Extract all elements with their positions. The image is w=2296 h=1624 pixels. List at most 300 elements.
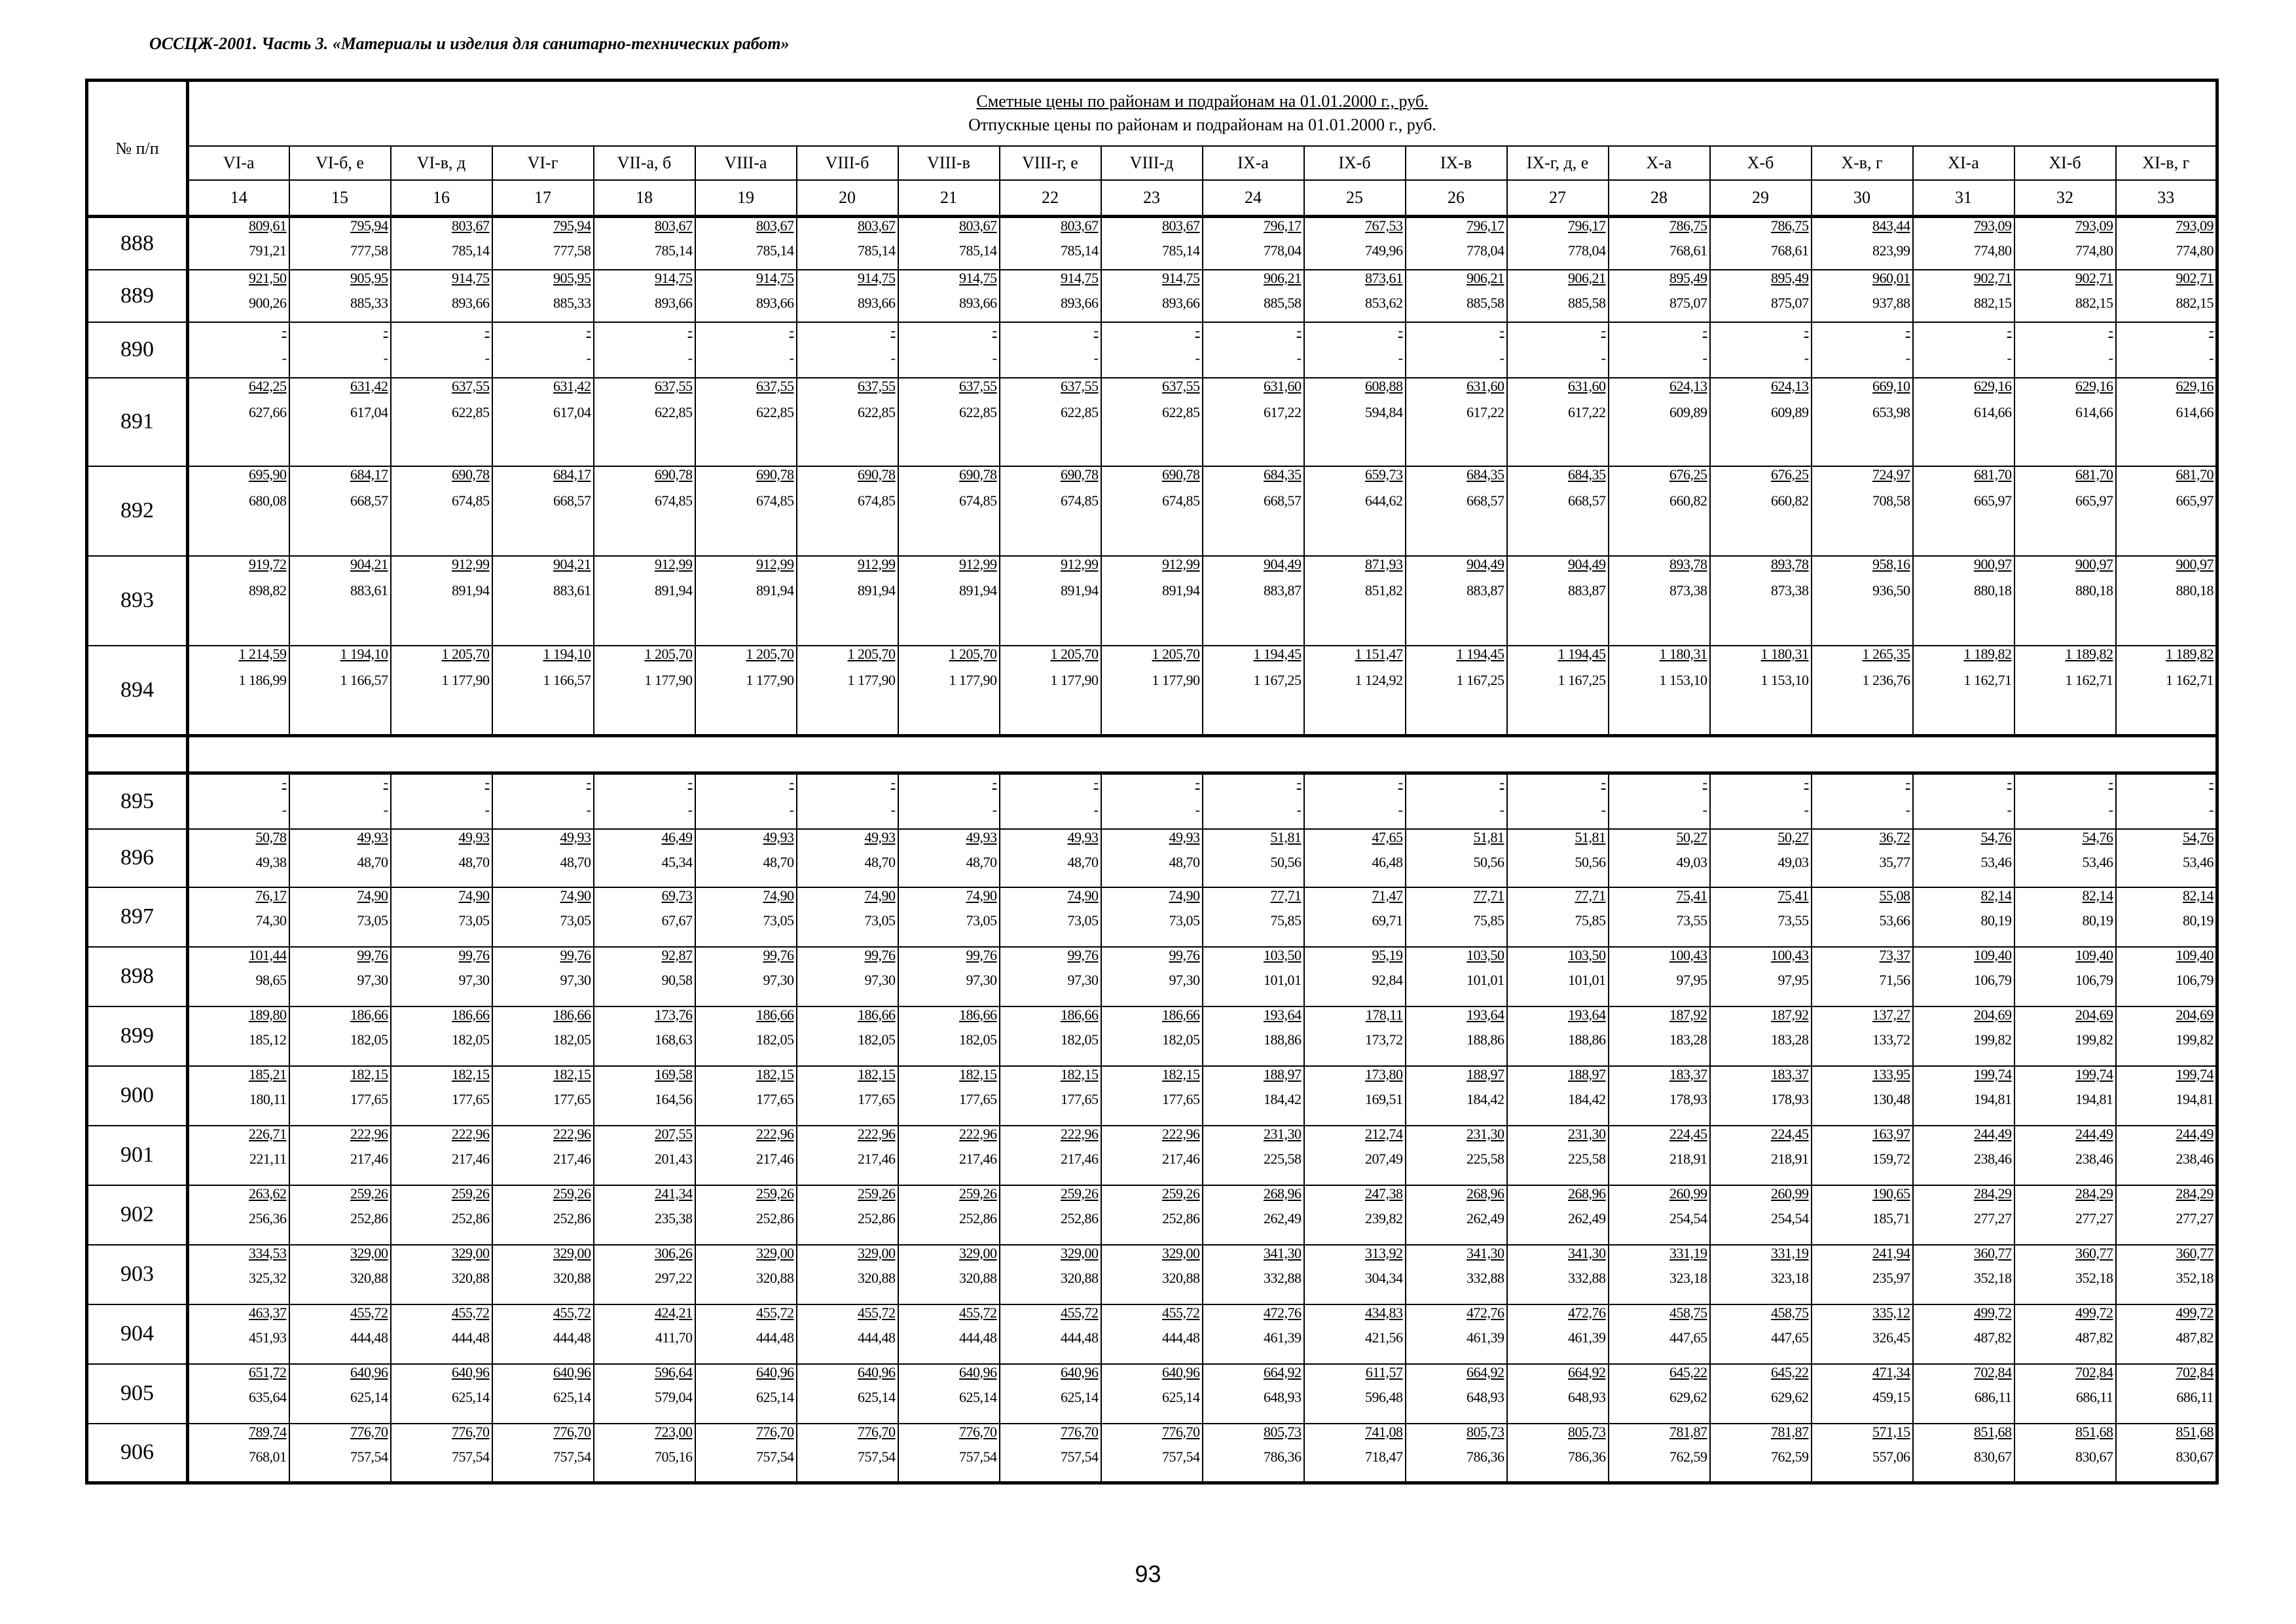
release-price: 785,14 — [959, 242, 997, 259]
release-price: 183,28 — [1771, 1031, 1809, 1048]
estimate-price: - — [282, 774, 287, 790]
price-cell — [797, 1066, 898, 1126]
table-row — [87, 322, 2217, 378]
release-price: 625,14 — [858, 1388, 896, 1405]
price-cell — [1000, 1424, 1101, 1483]
release-price: 757,54 — [959, 1448, 997, 1465]
region-header: IX-г, д, е — [1507, 146, 1609, 180]
release-price: 1 153,10 — [1760, 671, 1809, 688]
price-cell — [289, 1424, 391, 1483]
price-cell — [1203, 646, 1304, 736]
row-number: 905 — [87, 1364, 188, 1424]
estimate-price: 912,99 — [452, 555, 490, 572]
release-price: 106,79 — [2075, 971, 2113, 988]
estimate-price: 471,34 — [1872, 1363, 1910, 1380]
estimate-price: 284,29 — [2075, 1185, 2113, 1202]
estimate-price: 259,26 — [1162, 1185, 1200, 1202]
estimate-price: 690,78 — [959, 466, 997, 483]
release-price: 447,65 — [1771, 1329, 1809, 1346]
price-cell — [188, 1304, 289, 1364]
price-cell — [1000, 322, 1101, 378]
release-price: 173,72 — [1365, 1031, 1403, 1048]
region-header: IX-в — [1406, 146, 1507, 180]
release-price: - — [992, 349, 997, 366]
release-price: 617,22 — [1467, 403, 1504, 420]
estimate-price: 637,55 — [655, 377, 693, 394]
price-cell — [1406, 1424, 1507, 1483]
price-cell — [1913, 773, 2014, 829]
release-price: 891,94 — [756, 581, 794, 599]
release-price: 252,86 — [452, 1209, 490, 1227]
release-price: 49,03 — [1777, 853, 1809, 870]
estimate-price: 958,16 — [1872, 555, 1910, 572]
price-cell — [1000, 466, 1101, 556]
price-cell — [1203, 217, 1304, 270]
estimate-price: - — [1804, 774, 1809, 790]
release-price: 1 166,57 — [543, 671, 591, 688]
release-price: - — [890, 349, 896, 366]
release-price: 67,67 — [661, 912, 693, 929]
release-price: 900,26 — [249, 294, 287, 311]
release-price: 487,82 — [1974, 1329, 2012, 1346]
price-cell — [1913, 322, 2014, 378]
estimate-price: 1 205,70 — [644, 645, 693, 662]
estimate-price: 893,78 — [1771, 555, 1809, 572]
estimate-price: 329,00 — [553, 1244, 591, 1261]
header-row-codes — [87, 180, 2217, 217]
estimate-price: 1 205,70 — [1050, 645, 1099, 662]
release-price: 1 236,76 — [1862, 671, 1910, 688]
release-price: 217,46 — [858, 1150, 896, 1167]
price-cell — [1812, 270, 1913, 322]
release-price: 1 177,90 — [1050, 671, 1099, 688]
estimate-price: 71,47 — [1372, 887, 1403, 904]
region-header: VIII-в — [898, 146, 1000, 180]
region-header: XI-а — [1913, 146, 2014, 180]
estimate-price: 455,72 — [959, 1304, 997, 1321]
estimate-price: 241,94 — [1872, 1244, 1910, 1261]
estimate-price: 902,71 — [2075, 269, 2113, 286]
price-cell — [289, 217, 391, 270]
price-cell — [898, 947, 1000, 1006]
release-price: - — [383, 349, 388, 366]
estimate-price: 902,71 — [1974, 269, 2012, 286]
release-price: 199,82 — [1974, 1031, 2012, 1048]
release-price: 75,85 — [1473, 912, 1504, 929]
release-price: 252,86 — [756, 1209, 794, 1227]
price-cell — [289, 1364, 391, 1424]
release-price: - — [687, 802, 693, 818]
release-price: - — [890, 802, 896, 818]
estimate-price: 36,72 — [1879, 828, 1910, 845]
release-price: 885,33 — [350, 294, 388, 311]
price-cell — [1406, 887, 1507, 947]
price-cell — [289, 887, 391, 947]
estimate-price: 919,72 — [249, 555, 287, 572]
estimate-price: 914,75 — [959, 269, 997, 286]
estimate-price: 702,84 — [1974, 1363, 2012, 1380]
price-cell — [1000, 947, 1101, 1006]
estimate-price: 74,90 — [1169, 887, 1200, 904]
table-row — [87, 773, 2217, 829]
price-cell — [2014, 829, 2116, 887]
release-price: 304,34 — [1365, 1269, 1403, 1286]
release-price: 262,49 — [1467, 1209, 1504, 1227]
release-price: 757,54 — [350, 1448, 388, 1465]
price-table-title — [188, 81, 2217, 146]
estimate-price: 1 205,70 — [949, 645, 997, 662]
price-cell — [1710, 829, 1812, 887]
price-cell — [1304, 1245, 1406, 1304]
release-price: 625,14 — [350, 1388, 388, 1405]
estimate-price: 805,73 — [1568, 1423, 1606, 1440]
price-cell — [492, 466, 594, 556]
price-cell — [1203, 947, 1304, 1006]
price-cell — [1812, 1126, 1913, 1185]
estimate-price: 684,17 — [350, 466, 388, 483]
release-price: 320,88 — [553, 1269, 591, 1286]
price-cell — [1406, 1364, 1507, 1424]
estimate-price: - — [1093, 322, 1099, 339]
estimate-price: 776,70 — [959, 1423, 997, 1440]
release-price: 35,77 — [1879, 853, 1910, 870]
estimate-price: 133,95 — [1872, 1065, 1910, 1082]
price-cell — [1812, 556, 1913, 646]
release-price: 73,05 — [458, 912, 490, 929]
price-cell — [1406, 322, 1507, 378]
price-cell — [1406, 947, 1507, 1006]
price-cell — [1101, 1066, 1203, 1126]
estimate-price: 329,00 — [452, 1244, 490, 1261]
estimate-price: 631,42 — [350, 377, 388, 394]
price-cell — [188, 1245, 289, 1304]
price-cell — [1101, 466, 1203, 556]
estimate-price: 259,26 — [858, 1185, 896, 1202]
release-price: 97,30 — [1169, 971, 1200, 988]
price-cell — [1000, 556, 1101, 646]
price-cell — [1304, 1066, 1406, 1126]
estimate-price: - — [890, 774, 896, 790]
price-cell — [1913, 1424, 2014, 1483]
column-code: 16 — [391, 180, 492, 217]
release-price: 182,05 — [858, 1031, 896, 1048]
estimate-price: 231,30 — [1264, 1125, 1302, 1142]
release-price: 168,63 — [655, 1031, 693, 1048]
release-price: 762,59 — [1669, 1448, 1707, 1465]
price-cell — [1913, 887, 2014, 947]
estimate-price: 906,21 — [1264, 269, 1302, 286]
estimate-price: 645,22 — [1771, 1363, 1809, 1380]
price-cell — [1304, 217, 1406, 270]
estimate-price: 921,50 — [249, 269, 287, 286]
estimate-price: 458,75 — [1771, 1304, 1809, 1321]
release-price: - — [1093, 349, 1099, 366]
price-cell — [1000, 1304, 1101, 1364]
estimate-price: 226,71 — [249, 1125, 287, 1142]
region-header: VI-а — [188, 146, 289, 180]
estimate-price: 222,96 — [350, 1125, 388, 1142]
column-code: 25 — [1304, 180, 1406, 217]
release-price: 786,36 — [1467, 1448, 1504, 1465]
estimate-price: 637,55 — [858, 377, 896, 394]
release-price: 444,48 — [452, 1329, 490, 1346]
release-price: 80,19 — [2082, 912, 2113, 929]
price-cell — [2116, 773, 2217, 829]
release-price: 875,07 — [1771, 294, 1809, 311]
release-price: 891,94 — [452, 581, 490, 599]
table-row — [87, 1304, 2217, 1364]
price-cell — [695, 829, 797, 887]
release-price: 178,93 — [1771, 1090, 1809, 1107]
estimate-price: 637,55 — [959, 377, 997, 394]
estimate-price: 904,49 — [1264, 555, 1302, 572]
release-price: 444,48 — [553, 1329, 591, 1346]
release-price: 217,46 — [1162, 1150, 1200, 1167]
price-cell — [1203, 556, 1304, 646]
release-price: 883,87 — [1467, 581, 1504, 599]
price-cell — [1812, 378, 1913, 466]
release-price: 609,89 — [1669, 403, 1707, 420]
release-price: 461,39 — [1467, 1329, 1504, 1346]
estimate-price: 640,96 — [1061, 1363, 1099, 1380]
estimate-price: 1 205,70 — [746, 645, 794, 662]
release-price: 882,15 — [1974, 294, 2012, 311]
price-cell — [594, 646, 695, 736]
estimate-price: 1 189,82 — [1963, 645, 2012, 662]
region-header: X-б — [1710, 146, 1812, 180]
estimate-price: 207,55 — [655, 1125, 693, 1142]
row-number: 898 — [87, 947, 188, 1006]
estimate-price: - — [1296, 322, 1302, 339]
price-cell — [391, 829, 492, 887]
price-cell — [2014, 1066, 2116, 1126]
release-price: 277,27 — [1974, 1209, 2012, 1227]
header-row-title — [87, 81, 2217, 146]
release-price: 557,06 — [1872, 1448, 1910, 1465]
price-cell — [797, 556, 898, 646]
estimate-price: 904,21 — [553, 555, 591, 572]
estimate-price: 231,30 — [1467, 1125, 1504, 1142]
price-cell — [1812, 1304, 1913, 1364]
estimate-price: 82,14 — [2183, 887, 2214, 904]
estimate-price: 259,26 — [452, 1185, 490, 1202]
estimate-price: 781,87 — [1771, 1423, 1809, 1440]
price-cell — [1812, 646, 1913, 736]
estimate-price: 95,19 — [1372, 946, 1403, 963]
release-price: 622,85 — [1162, 403, 1200, 420]
release-price: - — [1296, 802, 1302, 818]
price-cell — [492, 322, 594, 378]
release-price: 180,11 — [249, 1090, 287, 1107]
release-price: 625,14 — [1061, 1388, 1099, 1405]
release-price: 891,94 — [959, 581, 997, 599]
price-cell — [898, 556, 1000, 646]
release-price: 1 167,25 — [1456, 671, 1504, 688]
estimate-price: 645,22 — [1669, 1363, 1707, 1380]
price-cell — [1101, 1364, 1203, 1424]
estimate-price: 360,77 — [2176, 1244, 2214, 1261]
release-price: 252,86 — [1061, 1209, 1099, 1227]
price-cell — [898, 1185, 1000, 1245]
release-price: - — [586, 349, 591, 366]
release-price: 73,05 — [763, 912, 794, 929]
release-price: 1 162,71 — [2065, 671, 2113, 688]
estimate-price: 904,49 — [1467, 555, 1504, 572]
release-price: 614,66 — [2176, 403, 2214, 420]
release-price: 184,42 — [1264, 1090, 1302, 1107]
estimate-price: 796,17 — [1568, 217, 1606, 234]
estimate-price: 187,92 — [1669, 1006, 1707, 1023]
price-cell — [1507, 1185, 1609, 1245]
price-cell — [1304, 646, 1406, 736]
estimate-price: 781,87 — [1669, 1423, 1707, 1440]
release-price: 225,58 — [1264, 1150, 1302, 1167]
release-price: 635,64 — [249, 1388, 287, 1405]
estimate-price: 329,00 — [756, 1244, 794, 1261]
release-price: 1 177,90 — [847, 671, 896, 688]
release-price: 883,87 — [1568, 581, 1606, 599]
estimate-price: 82,14 — [2082, 887, 2113, 904]
release-price: 778,04 — [1467, 242, 1504, 259]
estimate-price: 912,99 — [1061, 555, 1099, 572]
price-cell — [1406, 646, 1507, 736]
price-cell — [695, 556, 797, 646]
estimate-price: 54,76 — [1980, 828, 2012, 845]
estimate-price: - — [2007, 774, 2012, 790]
price-cell — [1304, 887, 1406, 947]
release-price: 444,48 — [1162, 1329, 1200, 1346]
estimate-price: - — [1398, 774, 1403, 790]
estimate-price: - — [1195, 774, 1200, 790]
estimate-price: 455,72 — [858, 1304, 896, 1321]
release-price: 48,70 — [560, 853, 591, 870]
column-code: 32 — [2014, 180, 2116, 217]
release-price: 622,85 — [655, 403, 693, 420]
price-cell — [1304, 947, 1406, 1006]
estimate-price: 472,76 — [1264, 1304, 1302, 1321]
estimate-price: 331,19 — [1669, 1244, 1707, 1261]
estimate-price: 786,75 — [1771, 217, 1809, 234]
estimate-price: 608,88 — [1365, 377, 1403, 394]
price-cell — [1101, 270, 1203, 322]
estimate-price: 99,76 — [1169, 946, 1200, 963]
release-price: 325,32 — [249, 1269, 287, 1286]
price-cell — [797, 1006, 898, 1066]
estimate-price: 54,76 — [2183, 828, 2214, 845]
estimate-price: 182,15 — [1061, 1065, 1099, 1082]
region-header: VIII-б — [797, 146, 898, 180]
estimate-price: 186,66 — [1162, 1006, 1200, 1023]
estimate-price: 676,25 — [1669, 466, 1707, 483]
estimate-price: 182,15 — [350, 1065, 388, 1082]
estimate-price: - — [1499, 774, 1504, 790]
release-price: 182,05 — [350, 1031, 388, 1048]
estimate-price: 631,60 — [1568, 377, 1606, 394]
estimate-price: 640,96 — [350, 1363, 388, 1380]
release-price: 893,66 — [1061, 294, 1099, 311]
price-cell — [797, 1424, 898, 1483]
estimate-price: 1 194,45 — [1456, 645, 1504, 662]
estimate-price: 499,72 — [1974, 1304, 2012, 1321]
release-price: 674,85 — [959, 492, 997, 509]
estimate-price: 69,73 — [661, 887, 693, 904]
estimate-price: 99,76 — [966, 946, 997, 963]
estimate-price: 182,15 — [756, 1065, 794, 1082]
estimate-price: 341,30 — [1568, 1244, 1606, 1261]
release-price: - — [2108, 349, 2113, 366]
price-cell — [898, 1304, 1000, 1364]
release-price: 617,04 — [553, 403, 591, 420]
estimate-price: 188,97 — [1264, 1065, 1302, 1082]
price-cell — [188, 773, 289, 829]
estimate-price: 334,53 — [249, 1244, 287, 1261]
price-cell — [1507, 217, 1609, 270]
price-cell — [1609, 217, 1710, 270]
price-cell — [2014, 378, 2116, 466]
price-cell — [695, 646, 797, 736]
release-price: - — [2007, 802, 2012, 818]
estimate-price: 805,73 — [1264, 1423, 1302, 1440]
estimate-price: 186,66 — [553, 1006, 591, 1023]
estimate-price: 796,17 — [1467, 217, 1504, 234]
estimate-price: 741,08 — [1365, 1423, 1403, 1440]
price-cell — [1913, 378, 2014, 466]
column-code: 22 — [1000, 180, 1101, 217]
price-cell — [1507, 1126, 1609, 1185]
release-price: 75,85 — [1270, 912, 1302, 929]
estimate-price: 74,90 — [763, 887, 794, 904]
release-price: 53,66 — [1879, 912, 1910, 929]
estimate-price: 1 265,35 — [1862, 645, 1910, 662]
estimate-price: 51,81 — [1473, 828, 1504, 845]
release-price: - — [2007, 349, 2012, 366]
estimate-price: 103,50 — [1264, 946, 1302, 963]
price-cell — [1507, 270, 1609, 322]
estimate-price: 49,93 — [1169, 828, 1200, 845]
price-cell — [1913, 1126, 2014, 1185]
price-cell — [391, 556, 492, 646]
release-price: 352,18 — [1974, 1269, 2012, 1286]
row-number: 897 — [87, 887, 188, 947]
release-price: 668,57 — [350, 492, 388, 509]
release-price: 1 166,57 — [340, 671, 388, 688]
release-price: 97,95 — [1676, 971, 1707, 988]
price-cell — [2116, 1126, 2217, 1185]
estimate-price: 805,73 — [1467, 1423, 1504, 1440]
price-cell — [1913, 1364, 2014, 1424]
release-price: 49,38 — [255, 853, 287, 870]
price-cell — [2014, 1185, 2116, 1245]
price-cell — [2014, 556, 2116, 646]
price-cell — [898, 829, 1000, 887]
release-price: 177,65 — [756, 1090, 794, 1107]
estimate-price: 571,15 — [1872, 1423, 1910, 1440]
price-cell — [695, 466, 797, 556]
estimate-price: 259,26 — [959, 1185, 997, 1202]
release-price: 937,88 — [1872, 294, 1910, 311]
release-price: 50,56 — [1473, 853, 1504, 870]
price-cell — [797, 378, 898, 466]
price-cell — [1000, 1185, 1101, 1245]
release-price: 320,88 — [756, 1269, 794, 1286]
price-cell — [2014, 1304, 2116, 1364]
release-price: 936,50 — [1872, 581, 1910, 599]
release-price: 648,93 — [1568, 1388, 1606, 1405]
release-price: - — [1905, 349, 1910, 366]
release-price: 252,86 — [858, 1209, 896, 1227]
price-cell — [1812, 466, 1913, 556]
price-cell — [1000, 1364, 1101, 1424]
